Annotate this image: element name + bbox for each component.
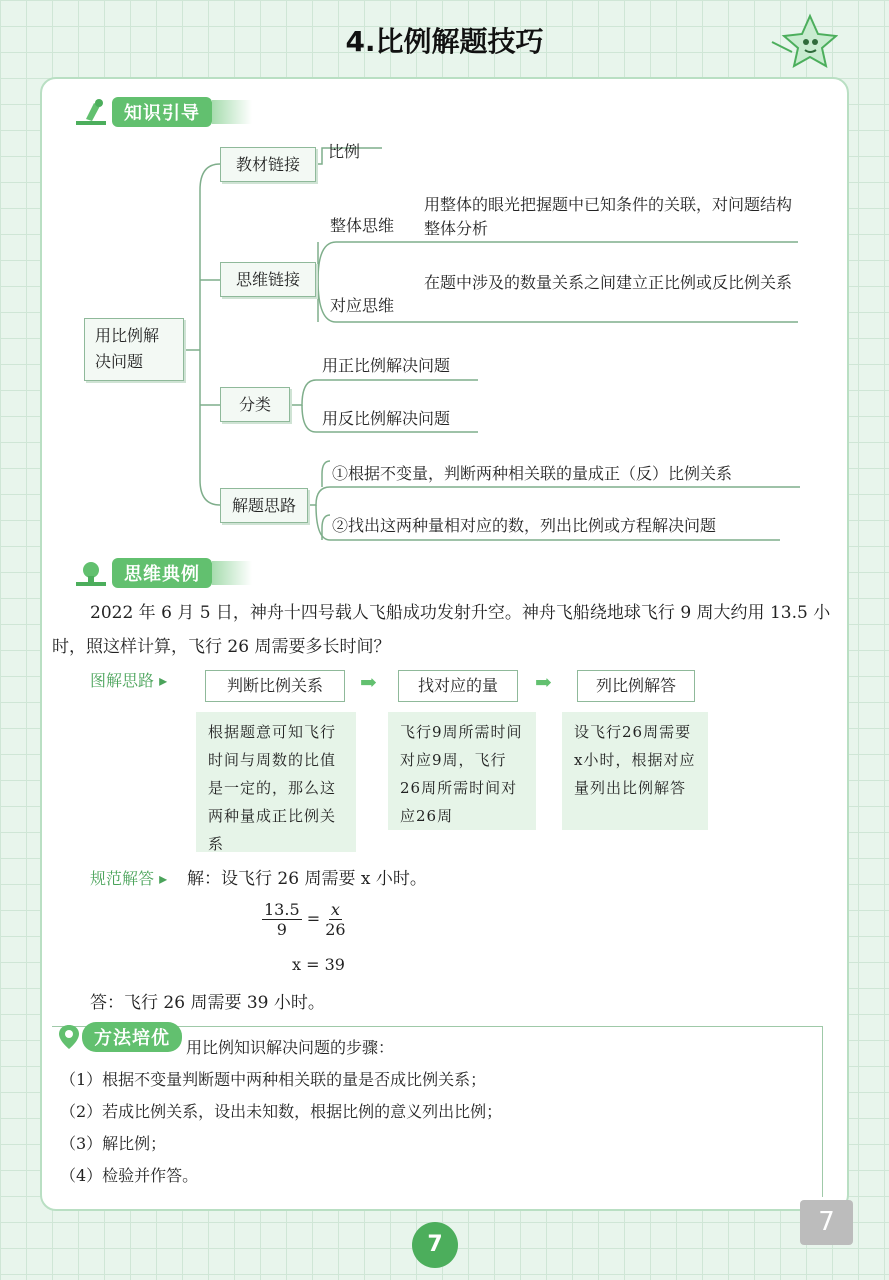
page-title: 4.比例解题技巧 [345,25,544,58]
method-section-label: 方法培优 [82,1022,182,1052]
thinking-sub-correspond-label: 对应思维 [330,296,395,315]
classification-item-inverse: 用反比例解决问题 [322,409,451,428]
corner-page-number: 7 [800,1200,853,1245]
thinking-sub-whole-label: 整体思维 [330,216,395,235]
solution-intro: 解：设飞行 26 周需要 x 小时。 [187,869,427,889]
answer-text: 答：飞行 26 周需要 39 小时。 [90,993,325,1013]
example-section-header [72,558,252,588]
method-step-3: （3）解比例； [60,1134,167,1153]
arrow-right-icon: ➡ [535,670,552,694]
branch-textbook-item: 比例 [328,142,361,161]
page-number: 7 [412,1222,458,1268]
solution-label: 规范解答 ▸ [90,869,168,888]
method-step-4: （4）检验并作答。 [60,1166,199,1185]
branch-classification: 分类 [220,387,290,422]
example-problem: 2022 年 6 月 5 日，神舟十四号载人飞船成功发射升空。神舟飞船绕地球飞行 9 周大约用 13.5 小时，照这样计算，飞行 26 周需要多长时间？ [52,603,831,657]
mindmap-root: 用比例解决问题 [84,318,184,381]
eq-sign: = [306,909,321,928]
branch-textbook-link: 教材链接 [220,147,316,182]
step-box-1: 判断比例关系 [205,670,345,702]
eq-left-denominator: 9 [276,920,287,939]
step-box-2: 找对应的量 [398,670,518,702]
solving-step-2: ②找出这两种量相对应的数，列出比例或方程解决问题 [332,516,717,535]
eq-right-numerator: x [330,900,340,919]
proportion-equation [262,900,346,939]
method-step-1: （1）根据不变量判断题中两种相关联的量是否成比例关系； [60,1070,487,1089]
knowledge-section-label: 知识引导 [112,97,212,127]
solving-step-1: ①根据不变量，判断两种相关联的量成正（反）比例关系 [332,464,733,483]
classification-item-direct: 用正比例解决问题 [322,356,451,375]
location-pin-icon [56,1023,82,1051]
thinking-sub-correspond-text: 在题中涉及的数量关系之间建立正比例或反比例关系 [424,273,793,292]
step-box-3: 列比例解答 [577,670,695,702]
equation-result: x = 39 [292,955,345,974]
step-detail-3: 设飞行26周需要x小时，根据对应量列出比例解答 [562,712,708,830]
trophy-icon [72,558,112,588]
diagram-label: 图解思路 ▸ [90,671,168,690]
method-step-2: （2）若成比例关系，设出未知数，根据比例的意义列出比例； [60,1102,503,1121]
branch-solving-approach: 解题思路 [220,488,308,523]
step-detail-1: 根据题意可知飞行时间与周数的比值是一定的，那么这两种量成正比例关系 [196,712,356,852]
method-section-header [56,1022,182,1052]
eq-right-denominator: 26 [325,920,346,939]
thinking-sub-whole-text: 用整体的眼光把握题中已知条件的关联，对问题结构整体分析 [424,195,793,238]
method-intro: 用比例知识解决问题的步骤： [186,1038,395,1057]
arrow-right-icon: ➡ [360,670,377,694]
example-section-label: 思维典例 [112,558,212,588]
step-detail-2: 飞行9周所需时间对应9周，飞行26周所需时间对应26周 [388,712,536,830]
eq-left-numerator: 13.5 [264,900,300,919]
branch-thinking-link: 思维链接 [220,262,316,297]
